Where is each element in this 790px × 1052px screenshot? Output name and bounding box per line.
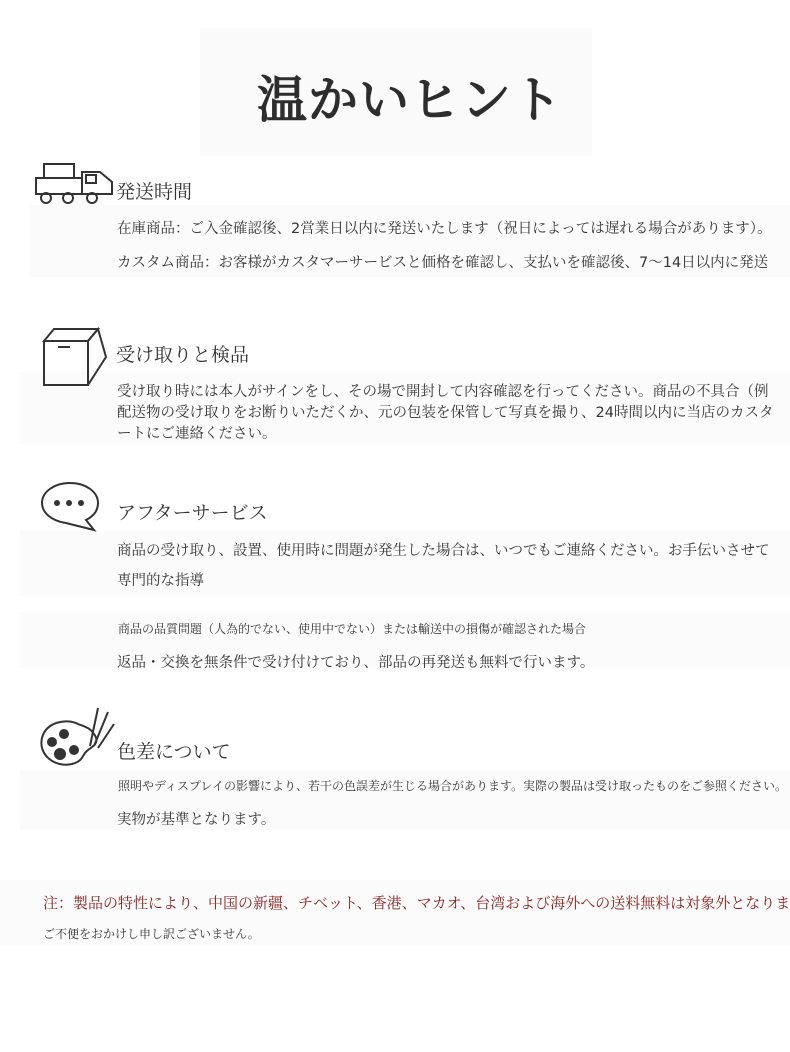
shipping-exclusion-note: 注：製品の特性により、中国の新疆、チベット、香港、マカオ、台湾および海外への送料無料は対象外となりま	[43, 894, 790, 912]
page-title: 温かいヒント	[257, 71, 563, 129]
after-service-line-1: 商品の受け取り、設置、使用時に問題が発生した場合は、いつでもご連絡ください。お手伝いさせて	[117, 543, 770, 559]
shipping-heading: 発送時間	[116, 181, 193, 203]
apology-text: ご不便をおかけし申し訳ございません。	[43, 927, 260, 941]
after-service-heading: アフターサービス	[117, 502, 268, 524]
color-line: 実物が基準となります。	[117, 812, 276, 828]
shipping-line-2: カスタム商品：お客様がカスタマーサービスと価格を確認し、支払いを確認後、7〜14日以内に発送	[117, 255, 769, 271]
truck-icon	[34, 160, 116, 206]
box-icon	[40, 323, 110, 389]
after-service-line-2: 専門的な指導	[117, 573, 204, 589]
receipt-line-3: ートにご連絡ください。	[117, 426, 277, 442]
after-service-small: 商品の品質問題（人為的でない、使用中でない）または輸送中の損傷が確認された場合	[118, 622, 587, 636]
receipt-line-2: 配送物の受け取りをお断りいただくか、元の包装を保管して写真を撮り、24時間以内に当店のカスタ	[117, 405, 774, 421]
after-service-line-3: 返品・交換を無条件で受け付けており、部品の再発送も無料で行います。	[117, 655, 595, 671]
shipping-line-1: 在庫商品：ご入金確認後、2営業日以内に発送いたします（祝日によっては遅れる場合があります）。	[117, 221, 772, 237]
chat-bubble-icon	[40, 480, 102, 532]
color-small: 照明やディスプレイの影響により、若干の色誤差が生じる場合があります。実際の製品は受け取ったものをご参照ください。	[118, 779, 788, 793]
receipt-line-1: 受け取り時には本人がサインをし、その場で開封して内容確認を行ってください。商品の不具合（例	[117, 384, 769, 400]
palette-icon	[38, 702, 118, 772]
color-heading: 色差について	[117, 741, 231, 763]
receipt-heading: 受け取りと検品	[116, 344, 250, 366]
